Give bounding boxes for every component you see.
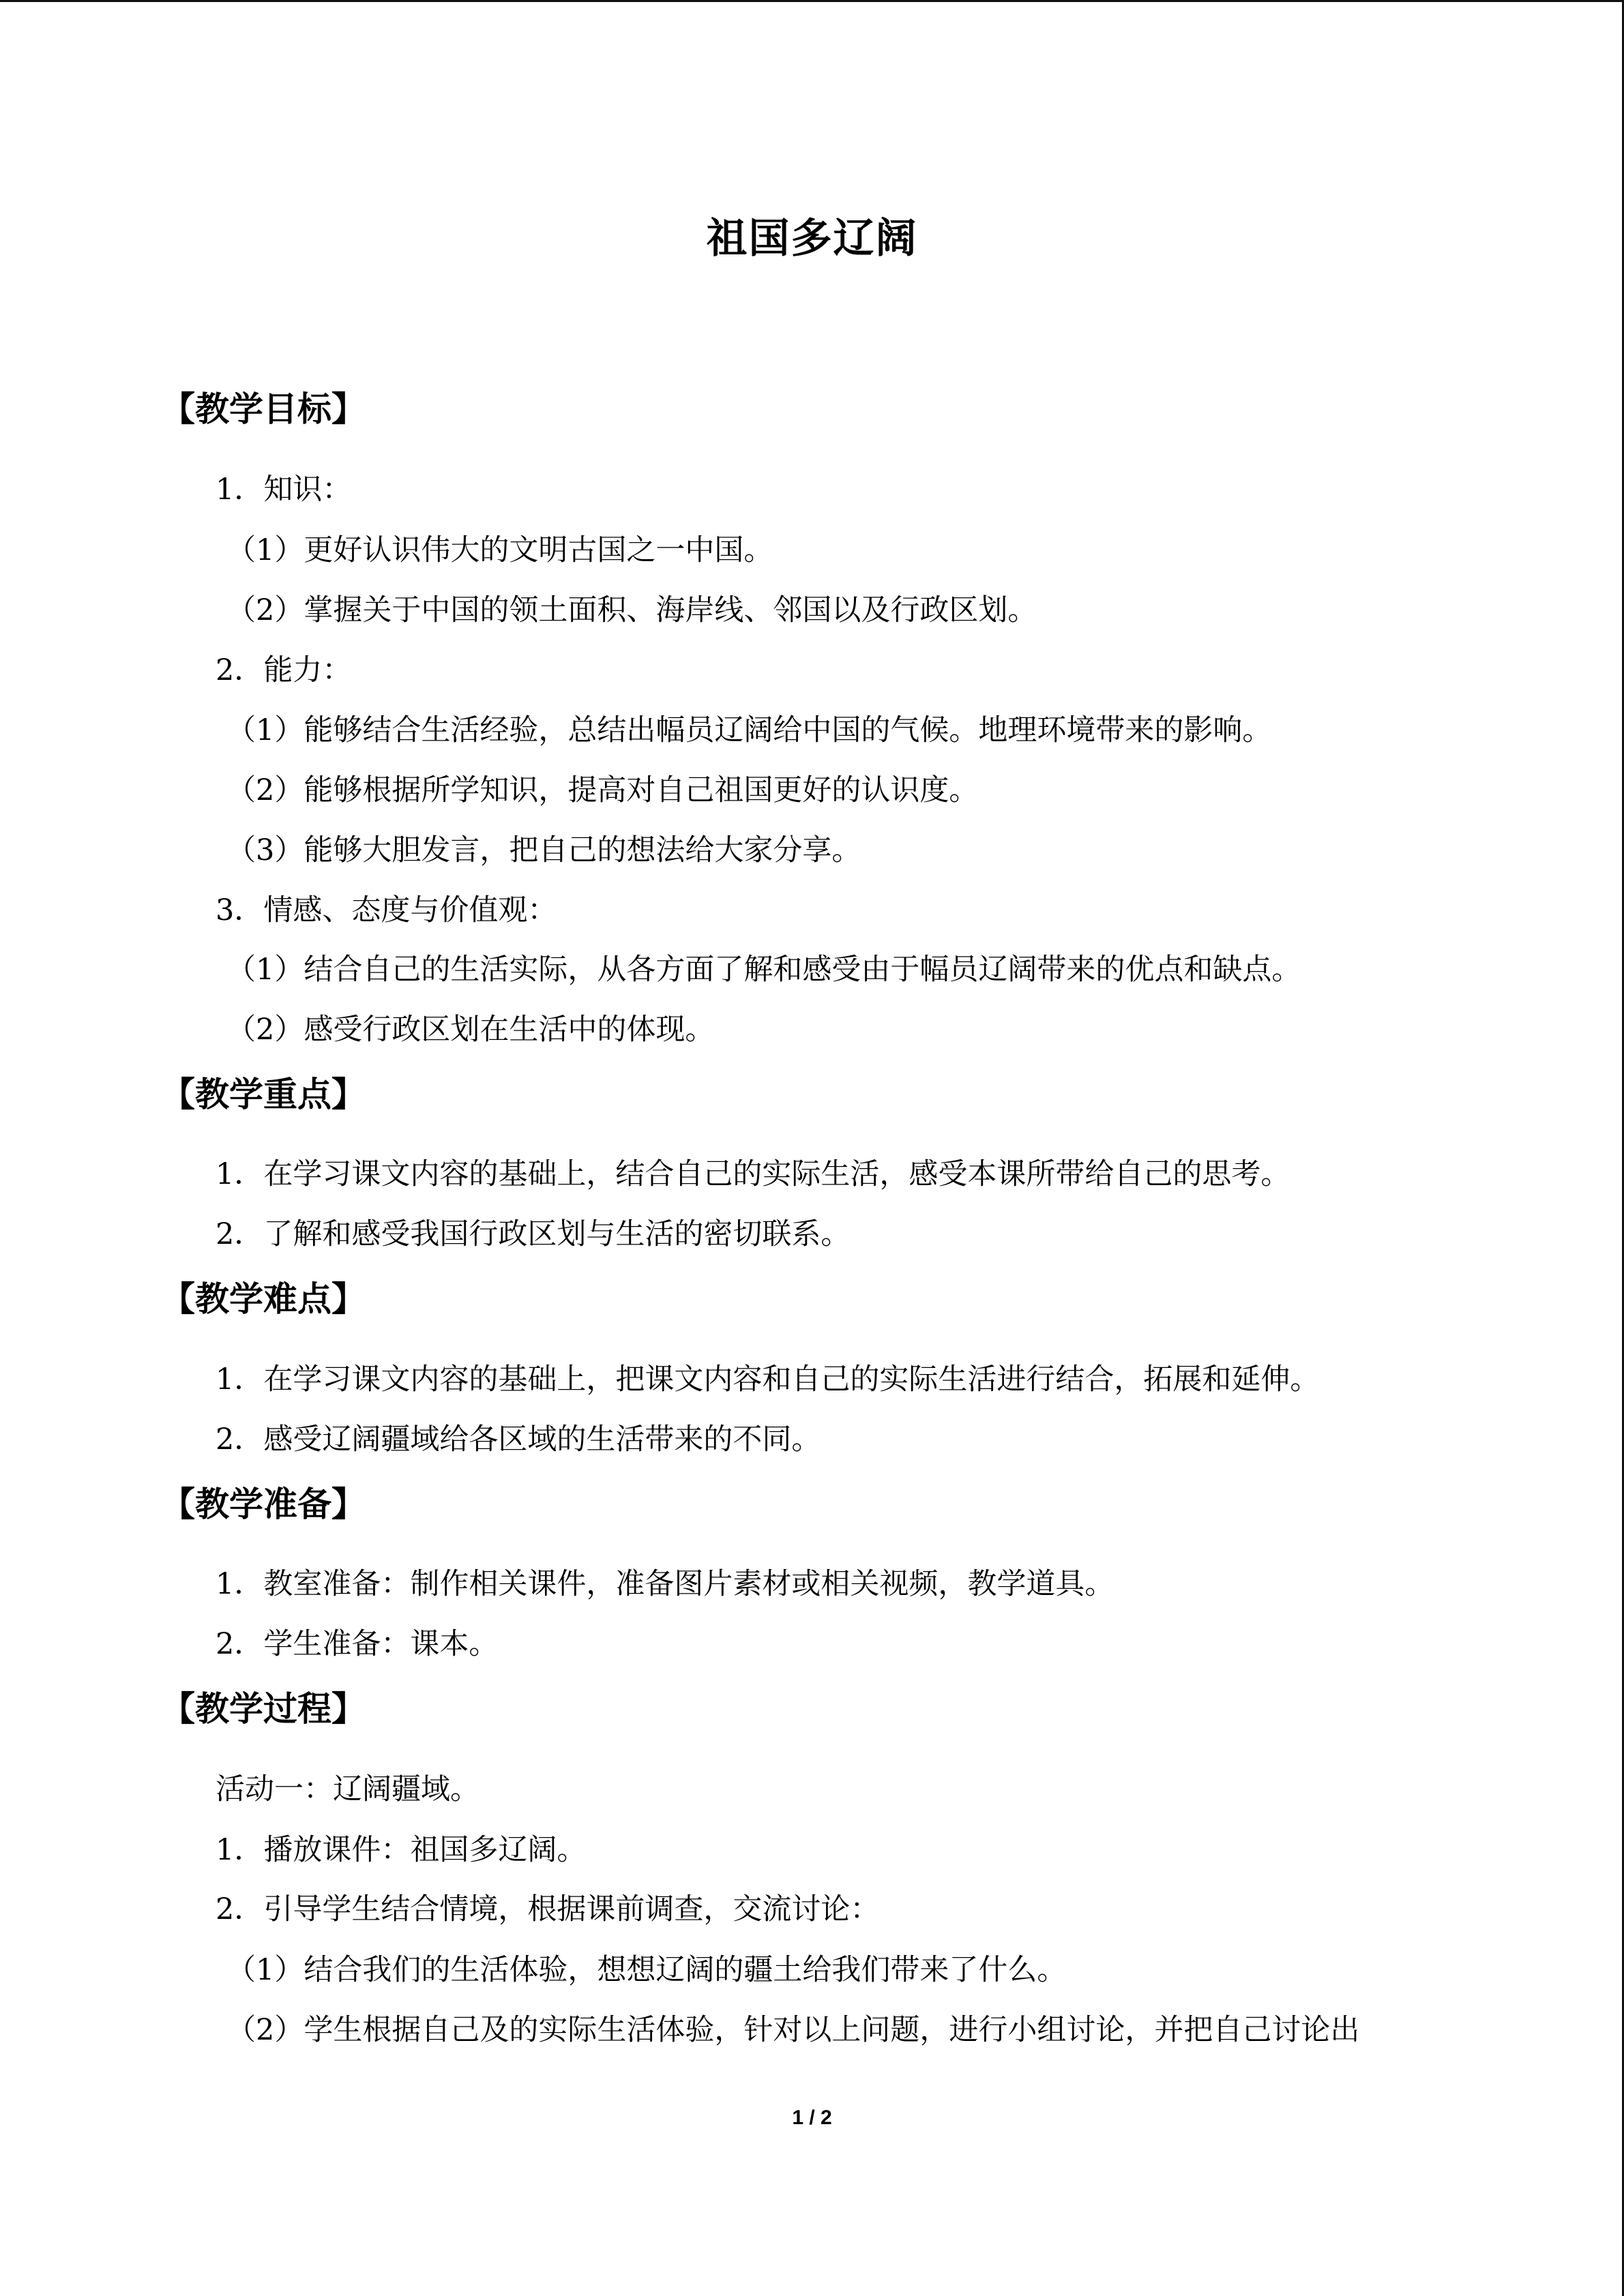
- page-number: 1 / 2: [792, 2106, 832, 2129]
- preparation-1: 1．教室准备：制作相关课件，准备图片素材或相关视频，教学道具。: [216, 1567, 1114, 1601]
- page-top-border: [0, 0, 1624, 2]
- document-title: 祖国多辽阔: [706, 215, 918, 263]
- objective-attitude-item-1: （1）结合自己的生活实际，从各方面了解和感受由于幅员辽阔带来的优点和缺点。: [226, 953, 1301, 987]
- process-step-1: 1．播放课件：祖国多辽阔。: [216, 1833, 587, 1867]
- process-step-2-item-2: （2）学生根据自己及的实际生活体验，针对以上问题，进行小组讨论，并把自己讨论出: [226, 2013, 1360, 2047]
- objective-ability-item-3: （3）能够大胆发言，把自己的想法给大家分享。: [226, 833, 861, 867]
- preparation-2: 2．学生准备：课本。: [216, 1627, 499, 1661]
- objective-attitude-item-2: （2）感受行政区划在生活中的体现。: [226, 1013, 715, 1047]
- objective-ability-item-1: （1）能够结合生活经验，总结出幅员辽阔给中国的气候。地理环境带来的影响。: [226, 713, 1272, 747]
- process-step-2: 2．引导学生结合情境，根据课前调查，交流讨论：: [216, 1892, 880, 1926]
- process-activity-1: 活动一：辽阔疆域。: [216, 1772, 479, 1806]
- objective-knowledge-item-2: （2）掌握关于中国的领土面积、海岸线、邻国以及行政区划。: [226, 593, 1037, 627]
- process-step-2-item-1: （1）结合我们的生活体验，想想辽阔的疆土给我们带来了什么。: [226, 1953, 1067, 1987]
- section-heading-process: 【教学过程】: [161, 1689, 366, 1729]
- objective-knowledge-item-1: （1）更好认识伟大的文明古国之一中国。: [226, 533, 773, 567]
- section-heading-teaching-objectives: 【教学目标】: [161, 389, 366, 429]
- difficulty-1: 1．在学习课文内容的基础上，把课文内容和自己的实际生活进行结合，拓展和延伸。: [216, 1362, 1320, 1397]
- section-heading-key-points: 【教学重点】: [161, 1075, 366, 1114]
- section-heading-preparation: 【教学准备】: [161, 1485, 366, 1524]
- difficulty-2: 2．感受辽阔疆域给各区域的生活带来的不同。: [216, 1422, 821, 1457]
- objective-ability-item-2: （2）能够根据所学知识，提高对自己祖国更好的认识度。: [226, 773, 979, 807]
- objective-ability: 2．能力：: [216, 653, 352, 687]
- key-point-1: 1．在学习课文内容的基础上，结合自己的实际生活，感受本课所带给自己的思考。: [216, 1157, 1290, 1191]
- objective-knowledge: 1．知识：: [216, 473, 352, 507]
- key-point-2: 2．了解和感受我国行政区划与生活的密切联系。: [216, 1217, 851, 1251]
- section-heading-difficulties: 【教学难点】: [161, 1279, 366, 1319]
- objective-attitude: 3．情感、态度与价值观：: [216, 893, 557, 927]
